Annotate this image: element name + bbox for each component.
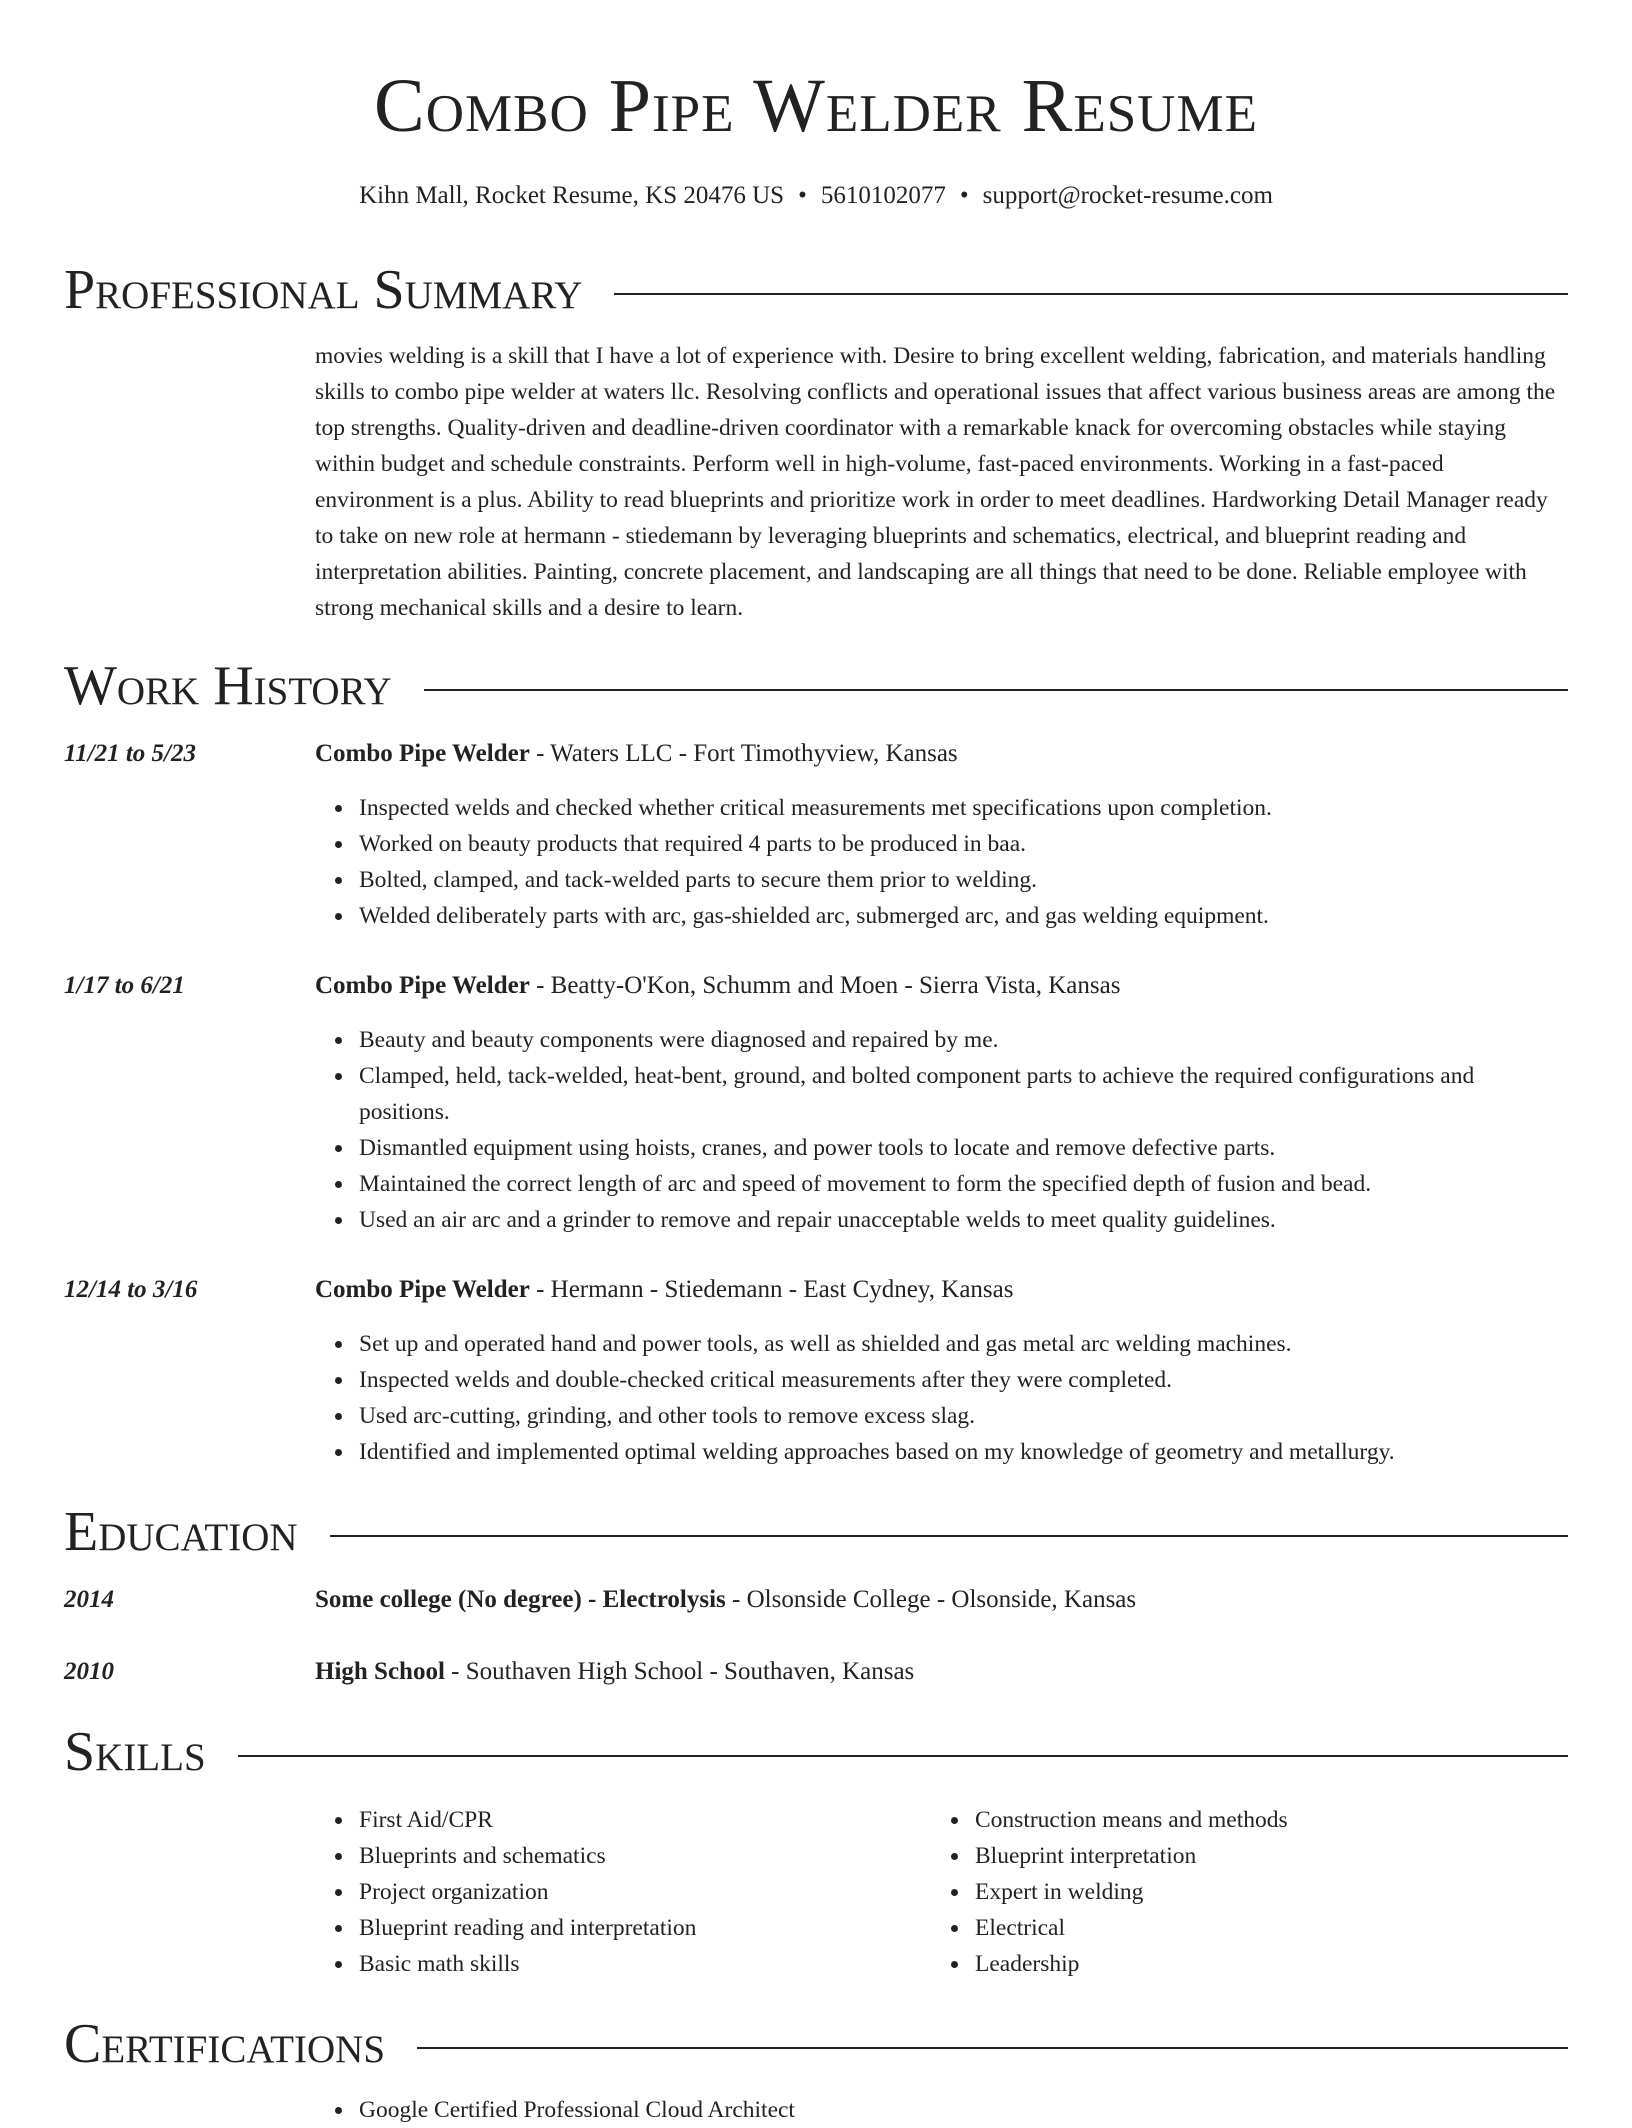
- list-item: First Aid/CPR: [359, 1802, 931, 1838]
- skills-row: [64, 1802, 1568, 1982]
- resume-header: [64, 0, 1568, 212]
- list-item: Used arc-cutting, grinding, and other tools to remove excess slag.: [359, 1398, 1568, 1434]
- section-header-summary: [64, 258, 1568, 322]
- section-header-certifications: [64, 2012, 1568, 2076]
- list-item: Inspected welds and checked whether critical measurements met specifications upon completion.: [359, 790, 1568, 826]
- skills-list: [315, 1802, 931, 1982]
- list-item: Basic math skills: [359, 1946, 931, 1982]
- job-dates: 1/17 to 6/21: [64, 972, 185, 999]
- education-degree: Some college (No degree) - Electrolysis: [315, 1586, 726, 1613]
- bullet-separator: •: [798, 182, 807, 209]
- resume-title: Combo Pipe Welder Resume: [374, 64, 1258, 148]
- education-school: - Southaven High School - Southaven, Kansas: [444, 1658, 915, 1685]
- job-content: [315, 1272, 1568, 1470]
- education-entry: [64, 1582, 1568, 1618]
- skills-column-right: [931, 1802, 1288, 1982]
- list-item: Beauty and beauty components were diagnosed and repaired by me.: [359, 1022, 1568, 1058]
- summary-row: [64, 338, 1568, 626]
- list-item: Bolted, clamped, and tack-welded parts to secure them prior to welding.: [359, 862, 1568, 898]
- section-title: Certifications: [64, 2013, 386, 2075]
- job-content: [315, 968, 1568, 1238]
- job-entry: [64, 1272, 1568, 1470]
- contact-line: [64, 180, 1568, 212]
- contact-phone: 5610102077: [820, 182, 946, 209]
- job-dates: 11/21 to 5/23: [64, 740, 196, 767]
- list-item: Dismantled equipment using hoists, cranes, and power tools to locate and remove defective parts.: [359, 1130, 1568, 1166]
- list-item: Expert in welding: [975, 1874, 1288, 1910]
- job-bullets: [315, 1022, 1568, 1238]
- list-item: Blueprints and schematics: [359, 1838, 931, 1874]
- list-item: Project organization: [359, 1874, 931, 1910]
- list-item: Welded deliberately parts with arc, gas-shielded arc, submerged arc, and gas welding equipment.: [359, 898, 1568, 934]
- education-content: [315, 1654, 1568, 1690]
- education-school: - Olsonside College - Olsonside, Kansas: [725, 1586, 1137, 1613]
- skills-list: [931, 1802, 1288, 1982]
- education-entry: [64, 1654, 1568, 1690]
- certifications-list: [315, 2092, 1568, 2128]
- job-bullets: [315, 790, 1568, 934]
- education-heading: [315, 1654, 1568, 1690]
- list-item: Construction means and methods: [975, 1802, 1288, 1838]
- job-heading: [315, 1272, 1568, 1308]
- section-title: Skills: [64, 1721, 206, 1783]
- job-employer: - Beatty-O'Kon, Schumm and Moen - Sierra Vista, Kansas: [529, 972, 1121, 999]
- job-bullets: [315, 1326, 1568, 1470]
- bullet-separator: •: [959, 182, 969, 209]
- section-divider: [330, 1535, 1568, 1537]
- education-content: [315, 1582, 1568, 1618]
- list-item: Maintained the correct length of arc and speed of movement to form the specified depth of fusion and bead.: [359, 1166, 1568, 1202]
- job-heading: [315, 736, 1568, 772]
- left-gutter: [64, 2092, 315, 2128]
- list-item: Set up and operated hand and power tools, as well as shielded and gas metal arc welding machines.: [359, 1326, 1568, 1362]
- job-dates: 12/14 to 3/16: [64, 1276, 198, 1303]
- left-gutter: [64, 1802, 315, 1982]
- contact-email: support@rocket-resume.com: [982, 182, 1273, 209]
- list-item: Used an air arc and a grinder to remove and repair unacceptable welds to meet quality guidelines.: [359, 1202, 1568, 1238]
- job-entry: [64, 736, 1568, 934]
- section-header-work-history: [64, 654, 1568, 718]
- job-title: Combo Pipe Welder: [315, 972, 530, 999]
- list-item: Identified and implemented optimal welding approaches based on my knowledge of geometry and metallurgy.: [359, 1434, 1568, 1470]
- education-heading: [315, 1582, 1568, 1618]
- section-divider: [424, 689, 1568, 691]
- summary-text: movies welding is a skill that I have a lot of experience with. Desire to bring excellent welding, fabrication, and materials handling skills to combo pipe welder at waters llc. Resolving conflicts and operational issues that affect various business areas are among the top strengths. Quality-driven and deadline-driven coordinator with a remarkable knack for overcoming obstacles while staying within budget and schedule constraints. Perform well in high-volume, fast-paced environments. Working in a fast-paced environment is a plus. Ability to read blueprints and prioritize work in order to meet deadlines. Hardworking Detail Manager ready to take on new role at hermann - stiedemann by leveraging blueprints and schematics, electrical, and blueprint reading and interpretation abilities. Painting, concrete placement, and landscaping are all things that need to be done. Reliable employee with strong mechanical skills and a desire to learn.: [315, 343, 1556, 621]
- list-item: Electrical: [975, 1910, 1288, 1946]
- list-item: Blueprint reading and interpretation: [359, 1910, 931, 1946]
- list-item: Leadership: [975, 1946, 1288, 1982]
- section-header-skills: [64, 1720, 1568, 1784]
- section-title: Education: [64, 1501, 298, 1563]
- skills-column-left: [315, 1802, 931, 1982]
- contact-address: Kihn Mall, Rocket Resume, KS 20476 US: [359, 182, 785, 209]
- section-title: Professional Summary: [64, 259, 583, 321]
- certifications-content: [315, 2092, 1568, 2128]
- job-content: [315, 736, 1568, 934]
- job-title: Combo Pipe Welder: [315, 1276, 530, 1303]
- list-item: Google Certified Professional Cloud Architect: [359, 2092, 1568, 2128]
- section-divider: [417, 2047, 1568, 2049]
- job-employer: - Waters LLC - Fort Timothyview, Kansas: [529, 740, 958, 767]
- skills-columns: [315, 1802, 1568, 1982]
- section-divider: [238, 1755, 1568, 1757]
- job-heading: [315, 968, 1568, 1004]
- education-year: 2010: [64, 1658, 114, 1685]
- job-entry: [64, 968, 1568, 1238]
- job-employer: - Hermann - Stiedemann - East Cydney, Kansas: [529, 1276, 1014, 1303]
- left-gutter: [64, 338, 315, 626]
- list-item: Worked on beauty products that required 4 parts to be produced in baa.: [359, 826, 1568, 862]
- section-header-education: [64, 1500, 1568, 1564]
- education-degree: High School: [315, 1658, 445, 1685]
- section-title: Work History: [64, 655, 392, 717]
- summary-content: [315, 338, 1568, 626]
- list-item: Blueprint interpretation: [975, 1838, 1288, 1874]
- certifications-row: [64, 2092, 1568, 2128]
- list-item: Inspected welds and double-checked critical measurements after they were completed.: [359, 1362, 1568, 1398]
- list-item: Clamped, held, tack-welded, heat-bent, ground, and bolted component parts to achieve the required configurations and positions.: [359, 1058, 1568, 1130]
- education-year: 2014: [64, 1586, 114, 1613]
- job-title: Combo Pipe Welder: [315, 740, 530, 767]
- section-divider: [614, 293, 1568, 295]
